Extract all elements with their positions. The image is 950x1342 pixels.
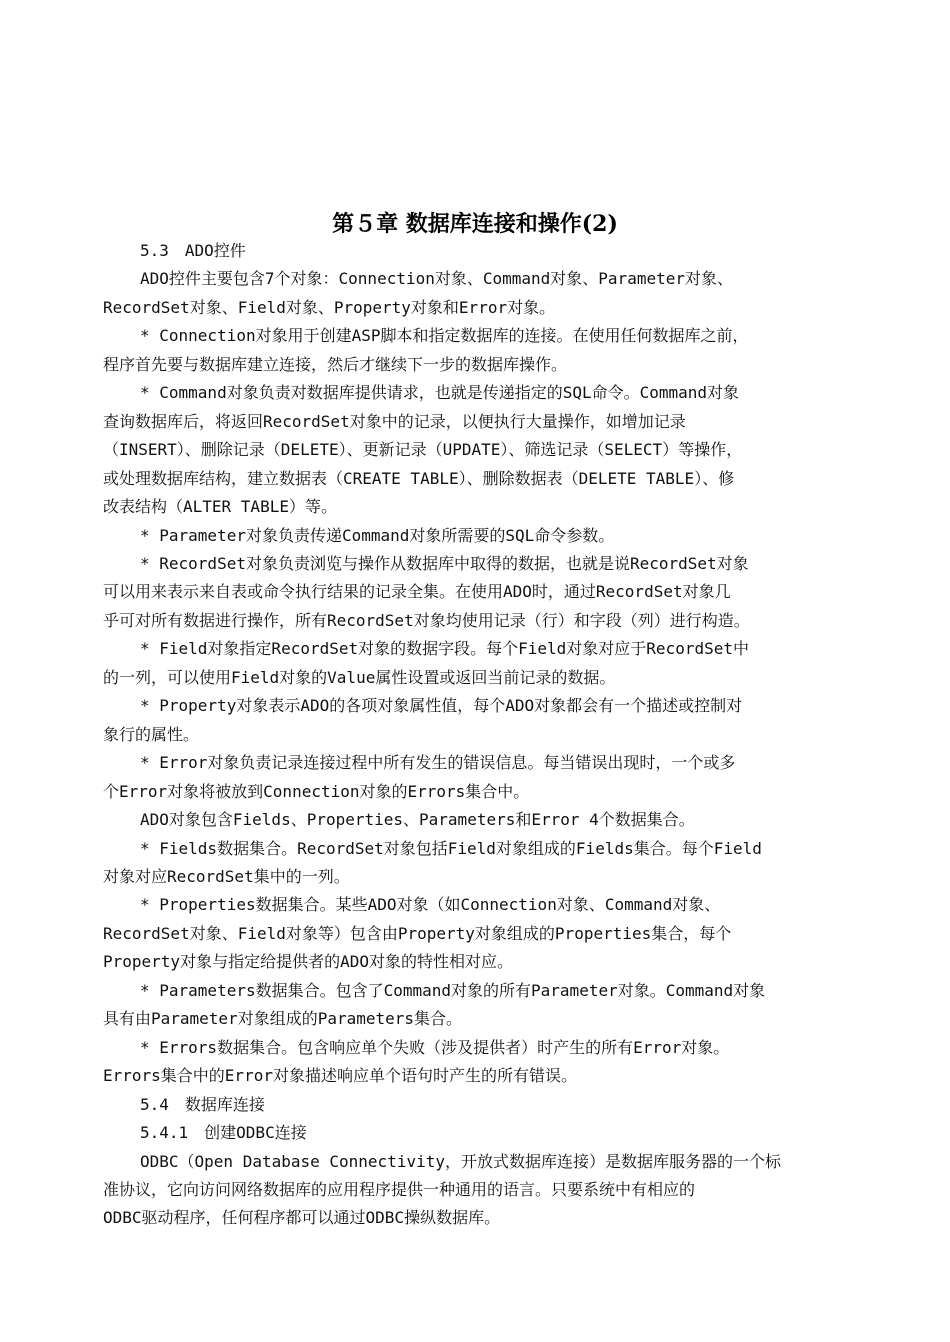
text-line: * Parameters数据集合。包含了Command对象的所有Parameter对象。Command对象: [140, 980, 766, 1000]
text-line: 乎可对所有数据进行操作，所有RecordSet对象均使用记录（行）和字段（列）进行构造。: [103, 610, 750, 630]
text-line: 准协议，它向访问网络数据库的应用程序提供一种通用的语言。只要系统中有相应的: [103, 1179, 696, 1199]
text-line: 对象对应RecordSet集中的一列。: [103, 866, 350, 886]
text-line: 象行的属性。: [103, 724, 200, 744]
text-line: RecordSet对象、Field对象等）包含由Property对象组成的Properties集合，每个: [103, 923, 732, 943]
text-line: Property对象与指定给提供者的ADO对象的特性相对应。: [103, 952, 513, 972]
text-line: * Property对象表示ADO的各项对象属性值，每个ADO对象都会有一个描述或控制对: [140, 696, 743, 716]
text-line: * Parameter对象负责传递Command对象所需要的SQL命令参数。: [140, 525, 615, 545]
text-line: * Field对象指定RecordSet对象的数据字段。每个Field对象对应于RecordSet中: [140, 639, 749, 659]
text-line: ODBC（Open Database Connectivity，开放式数据库连接）是数据库服务器的一个标: [140, 1151, 781, 1171]
text-line: 程序首先要与数据库建立连接，然后才继续下一步的数据库操作。: [103, 354, 568, 374]
text-line: 的一列，可以使用Field对象的Value属性设置或返回当前记录的数据。: [103, 667, 616, 687]
text-line: （INSERT）、删除记录（DELETE）、更新记录（UPDATE）、筛选记录（SELECT）等操作，: [103, 440, 743, 460]
text-line: * Fields数据集合。RecordSet对象包括Field对象组成的Fields集合。每个Field: [140, 838, 762, 858]
text-line: 5.3 ADO控件: [140, 241, 246, 260]
text-line: 5.4 数据库连接: [140, 1094, 265, 1114]
text-line: * Connection对象用于创建ASP脚本和指定数据库的连接。在使用任何数据库之前，: [140, 326, 749, 346]
text-line: 改表结构（ALTER TABLE）等。: [103, 497, 337, 517]
text-line: 或处理数据库结构，建立数据表（CREATE TABLE）、删除数据表（DELETE TABLE）、修: [103, 468, 735, 488]
text-line: 5.4.1 创建ODBC连接: [140, 1123, 307, 1143]
text-line: RecordSet对象、Field对象、Property对象和Error对象。: [103, 297, 556, 317]
text-line: * Command对象负责对数据库提供请求，也就是传递指定的SQL命令。Command对象: [140, 383, 740, 403]
text-line: 具有由Parameter对象组成的Parameters集合。: [103, 1009, 463, 1029]
text-line: * Error对象负责记录连接过程中所有发生的错误信息。每当错误出现时，一个或多: [140, 753, 736, 773]
text-line: ADO控件主要包含7个对象：Connection对象、Command对象、Parameter对象、: [140, 269, 733, 289]
text-line: * Properties数据集合。某些ADO对象（如Connection对象、Command对象、: [140, 895, 721, 915]
text-line: ODBC驱动程序，任何程序都可以通过ODBC操纵数据库。: [103, 1208, 501, 1228]
text-line: * RecordSet对象负责浏览与操作从数据库中取得的数据，也就是说RecordSet对象: [140, 553, 749, 573]
text-line: 可以用来表示来自表或命令执行结果的记录全集。在使用ADO时，通过RecordSet对象几: [103, 582, 731, 602]
text-line: ADO对象包含Fields、Properties、Parameters和Error 4个数据集合。: [140, 810, 695, 830]
text-line: 个Error对象将被放到Connection对象的Errors集合中。: [103, 781, 530, 801]
text-line: Errors集合中的Error对象描述响应单个语句时产生的所有错误。: [103, 1066, 577, 1086]
chapter-title: 第５章 数据库连接和操作(2): [332, 211, 618, 237]
text-line: * Errors数据集合。包含响应单个失败（涉及提供者）时产生的所有Error对象。: [140, 1037, 730, 1057]
body-text: [103, 237, 863, 1233]
text-line: 查询数据库后，将返回RecordSet对象中的记录，以便执行大量操作，如增加记录: [103, 411, 686, 431]
